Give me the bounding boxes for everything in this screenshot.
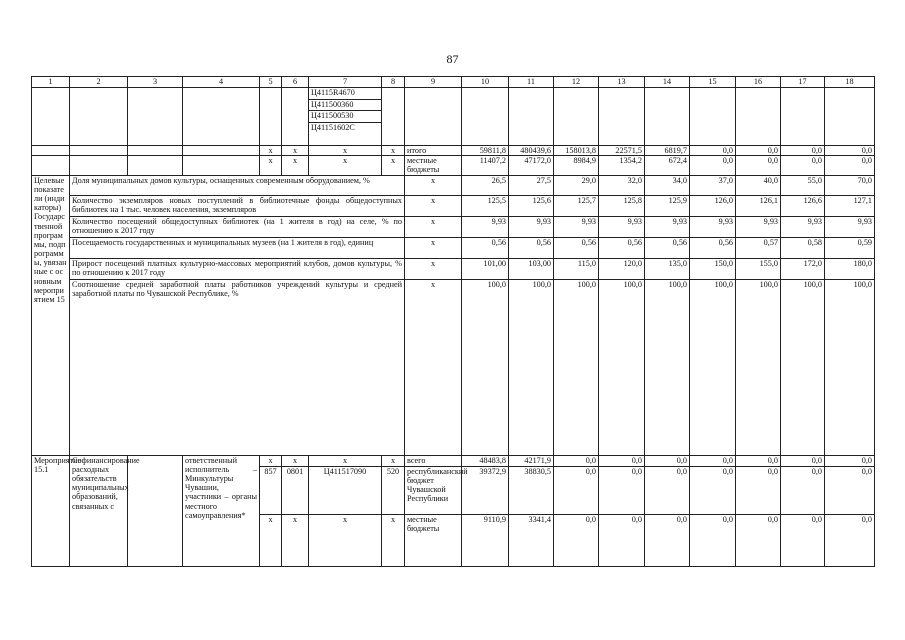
indicator-value: 70,0	[825, 175, 875, 195]
header-cell: 5	[260, 77, 282, 88]
indicator-value: 127,1	[825, 195, 875, 216]
value-cell: 3341,4	[509, 514, 554, 566]
indicator-x: x	[405, 175, 462, 195]
code-cell: x	[382, 514, 405, 566]
indicator-value: 29,0	[554, 175, 599, 195]
header-cell: 18	[825, 77, 875, 88]
value-cell: 47172,0	[509, 156, 554, 175]
header-row	[32, 77, 875, 88]
indicator-value: 100,0	[554, 279, 599, 455]
value-cell: 0,0	[690, 146, 736, 156]
value-cell: 0,0	[736, 466, 781, 514]
value-cell: 0,0	[645, 466, 690, 514]
header-cell: 16	[736, 77, 781, 88]
indicator-value: 0,57	[736, 237, 781, 258]
code-cell: 857	[260, 466, 282, 514]
indicator-value: 27,5	[509, 175, 554, 195]
indicator-row	[32, 258, 875, 279]
indicator-value: 0,58	[781, 237, 825, 258]
code-cell: x	[260, 455, 282, 466]
indicator-value: 126,1	[736, 195, 781, 216]
indicator-value: 9,93	[690, 216, 736, 237]
empty-cell	[645, 88, 690, 146]
indicator-value: 125,6	[509, 195, 554, 216]
indicator-value: 100,0	[462, 279, 509, 455]
value-cell: 11407,2	[462, 156, 509, 175]
header-cell: 11	[509, 77, 554, 88]
indicator-text: Доля муниципальных домов культуры, оснащенных современным оборудованием, %	[70, 175, 405, 195]
value-cell: 0,0	[736, 156, 781, 175]
empty-cell	[128, 455, 183, 566]
measure-title: Мероприятие 15.1	[32, 455, 70, 566]
value-cell: 0,0	[781, 466, 825, 514]
indicator-value: 0,56	[509, 237, 554, 258]
indicator-x: x	[405, 237, 462, 258]
measure-executor: ответственный исполнитель – Минкультуры Чувашии, участники – органы местного самоуправления*	[183, 455, 260, 566]
budget-table	[31, 76, 875, 567]
empty-cell	[183, 88, 260, 146]
header-cell: 13	[599, 77, 645, 88]
value-cell: 0,0	[645, 455, 690, 466]
indicator-text: Прирост посещений платных культурно-массовых мероприятий клубов, домов культуры, % по отношению к 2017 году	[70, 258, 405, 279]
top-total-row	[32, 156, 875, 175]
code-cell: x	[309, 156, 382, 175]
value-cell: 48483,8	[462, 455, 509, 466]
indicator-value: 150,0	[690, 258, 736, 279]
code-cell: x	[260, 146, 282, 156]
indicator-value: 125,8	[599, 195, 645, 216]
value-cell: 1354,2	[599, 156, 645, 175]
indicator-value: 100,0	[736, 279, 781, 455]
empty-cell	[183, 146, 260, 156]
value-cell: 0,0	[781, 514, 825, 566]
value-cell: 0,0	[554, 455, 599, 466]
value-cell: 0,0	[781, 156, 825, 175]
indicator-value: 32,0	[599, 175, 645, 195]
indicator-row	[32, 237, 875, 258]
indicator-value: 126,0	[690, 195, 736, 216]
indicator-value: 37,0	[690, 175, 736, 195]
indicator-text: Посещаемость государственных и муниципальных музеев (на 1 жителя в год), единиц	[70, 237, 405, 258]
header-cell: 17	[781, 77, 825, 88]
indicator-value: 9,93	[825, 216, 875, 237]
indicator-value: 0,56	[554, 237, 599, 258]
empty-cell	[32, 156, 70, 175]
page-number: 87	[446, 52, 459, 66]
indicator-value: 55,0	[781, 175, 825, 195]
value-cell: 480439,6	[509, 146, 554, 156]
header-cell: 15	[690, 77, 736, 88]
code-cell: Ц411517090	[309, 466, 382, 514]
indicator-value: 100,0	[781, 279, 825, 455]
indicator-value: 9,93	[736, 216, 781, 237]
indicator-row	[32, 279, 875, 455]
value-cell: 0,0	[825, 455, 875, 466]
kbk-codes-cell	[309, 88, 382, 146]
value-cell: 0,0	[690, 466, 736, 514]
value-cell: 0,0	[690, 455, 736, 466]
indicator-value: 34,0	[645, 175, 690, 195]
value-cell: 22571,5	[599, 146, 645, 156]
targets-label: Целевые показатели (индикаторы) Государственной программы, подпрограммы, увязанные с основным мероприятием 15	[32, 175, 70, 455]
indicator-value: 103,00	[509, 258, 554, 279]
value-cell: 0,0	[825, 466, 875, 514]
code-cell: x	[309, 146, 382, 156]
header-cell: 9	[405, 77, 462, 88]
value-cell: 39372,9	[462, 466, 509, 514]
header-cell: 7	[309, 77, 382, 88]
indicator-value: 100,0	[599, 279, 645, 455]
header-cell: 14	[645, 77, 690, 88]
kbk-code: Ц411500360	[309, 100, 381, 112]
header-cell: 8	[382, 77, 405, 88]
code-cell: 520	[382, 466, 405, 514]
value-cell: 0,0	[736, 514, 781, 566]
indicator-value: 100,0	[825, 279, 875, 455]
header-cell: 2	[70, 77, 128, 88]
code-cell: x	[260, 156, 282, 175]
code-cell: x	[282, 156, 309, 175]
indicator-value: 180,0	[825, 258, 875, 279]
value-cell: 158013,8	[554, 146, 599, 156]
value-cell: 672,4	[645, 156, 690, 175]
code-cell: x	[309, 455, 382, 466]
indicator-value: 100,0	[645, 279, 690, 455]
indicator-value: 9,93	[509, 216, 554, 237]
indicator-value: 120,0	[599, 258, 645, 279]
indicator-row	[32, 216, 875, 237]
indicator-value: 172,0	[781, 258, 825, 279]
code-cell: x	[282, 514, 309, 566]
value-cell: 9110,9	[462, 514, 509, 566]
code-cell: x	[282, 455, 309, 466]
empty-cell	[70, 146, 128, 156]
value-cell: 0,0	[554, 466, 599, 514]
kbk-code: Ц41151602С	[311, 122, 355, 132]
code-cell: x	[309, 514, 382, 566]
empty-cell	[183, 156, 260, 175]
kbk-code: Ц411500530	[309, 111, 381, 123]
indicator-value: 9,93	[781, 216, 825, 237]
value-cell: 0,0	[825, 156, 875, 175]
empty-cell	[32, 88, 70, 146]
kbk-code: Ц4115R4670	[309, 88, 381, 100]
empty-cell	[690, 88, 736, 146]
indicator-value: 125,9	[645, 195, 690, 216]
indicator-x: x	[405, 279, 462, 455]
empty-cell	[128, 156, 183, 175]
header-cell: 4	[183, 77, 260, 88]
value-cell: 0,0	[825, 146, 875, 156]
empty-cell	[282, 88, 309, 146]
value-cell: 42171,9	[509, 455, 554, 466]
indicator-value: 0,56	[462, 237, 509, 258]
code-cell: x	[282, 146, 309, 156]
source-cell: местные бюджеты	[405, 156, 462, 175]
value-cell: 0,0	[690, 156, 736, 175]
header-cell: 3	[128, 77, 183, 88]
value-cell: 59811,8	[462, 146, 509, 156]
value-cell: 8984,9	[554, 156, 599, 175]
empty-cell	[825, 88, 875, 146]
value-cell: 0,0	[599, 466, 645, 514]
value-cell: 0,0	[645, 514, 690, 566]
code-cell: x	[260, 514, 282, 566]
value-cell: 0,0	[599, 455, 645, 466]
value-cell: 0,0	[554, 514, 599, 566]
empty-cell	[260, 88, 282, 146]
indicator-value: 0,56	[645, 237, 690, 258]
code-cell: x	[382, 455, 405, 466]
indicator-value: 26,5	[462, 175, 509, 195]
indicator-row	[32, 175, 875, 195]
measure-description: Софинансирование расходных обязательств муниципальных образований, связанных с	[70, 455, 128, 566]
value-cell: 0,0	[690, 514, 736, 566]
measure-row	[32, 455, 875, 466]
indicator-value: 9,93	[554, 216, 599, 237]
empty-cell	[462, 88, 509, 146]
value-cell: 38830,5	[509, 466, 554, 514]
indicator-text: Количество экземпляров новых поступлений в библиотечные фонды общедоступных библиотек на 1 тыс. человек населения, экземпляров	[70, 195, 405, 216]
value-cell: 0,0	[599, 514, 645, 566]
indicator-value: 125,7	[554, 195, 599, 216]
value-cell: 0,0	[781, 146, 825, 156]
empty-cell	[405, 88, 462, 146]
empty-cell	[128, 146, 183, 156]
indicator-value: 101,00	[462, 258, 509, 279]
empty-cell	[382, 88, 405, 146]
value-cell: 6819,7	[645, 146, 690, 156]
source-cell: республиканский бюджет Чувашской Республики	[405, 466, 462, 514]
empty-cell	[70, 88, 128, 146]
source-cell: местные бюджеты	[405, 514, 462, 566]
source-cell: итого	[405, 146, 462, 156]
code-cell: 0801	[282, 466, 309, 514]
indicator-value: 125,5	[462, 195, 509, 216]
empty-cell	[781, 88, 825, 146]
top-total-row	[32, 146, 875, 156]
indicator-value: 0,56	[599, 237, 645, 258]
top-codes-row	[32, 88, 875, 146]
indicator-x: x	[405, 258, 462, 279]
empty-cell	[554, 88, 599, 146]
indicator-value: 0,56	[690, 237, 736, 258]
header-cell: 6	[282, 77, 309, 88]
indicator-value: 100,0	[509, 279, 554, 455]
indicator-value: 9,93	[645, 216, 690, 237]
empty-cell	[736, 88, 781, 146]
indicator-x: x	[405, 216, 462, 237]
indicator-text: Количество посещений общедоступных библиотек (на 1 жителя в год) на селе, % по отношению к 2017 году	[70, 216, 405, 237]
empty-cell	[128, 88, 183, 146]
value-cell: 0,0	[781, 455, 825, 466]
indicator-x: x	[405, 195, 462, 216]
indicator-value: 126,6	[781, 195, 825, 216]
empty-cell	[509, 88, 554, 146]
code-cell: x	[382, 156, 405, 175]
empty-cell	[32, 146, 70, 156]
value-cell: 0,0	[825, 514, 875, 566]
indicator-text: Соотношение средней заработной платы работников учреждений культуры и средней заработной платы по Чувашской Республике, %	[70, 279, 405, 455]
value-cell: 0,0	[736, 455, 781, 466]
empty-cell	[599, 88, 645, 146]
indicator-value: 155,0	[736, 258, 781, 279]
header-cell: 10	[462, 77, 509, 88]
indicator-value: 100,0	[690, 279, 736, 455]
code-cell: x	[382, 146, 405, 156]
indicator-value: 9,93	[599, 216, 645, 237]
indicator-value: 0,59	[825, 237, 875, 258]
empty-cell	[70, 156, 128, 175]
header-cell: 12	[554, 77, 599, 88]
indicator-value: 9,93	[462, 216, 509, 237]
indicator-value: 40,0	[736, 175, 781, 195]
indicator-row	[32, 195, 875, 216]
header-cell: 1	[32, 77, 70, 88]
value-cell: 0,0	[736, 146, 781, 156]
indicator-value: 115,0	[554, 258, 599, 279]
indicator-value: 135,0	[645, 258, 690, 279]
source-cell: всего	[405, 455, 462, 466]
